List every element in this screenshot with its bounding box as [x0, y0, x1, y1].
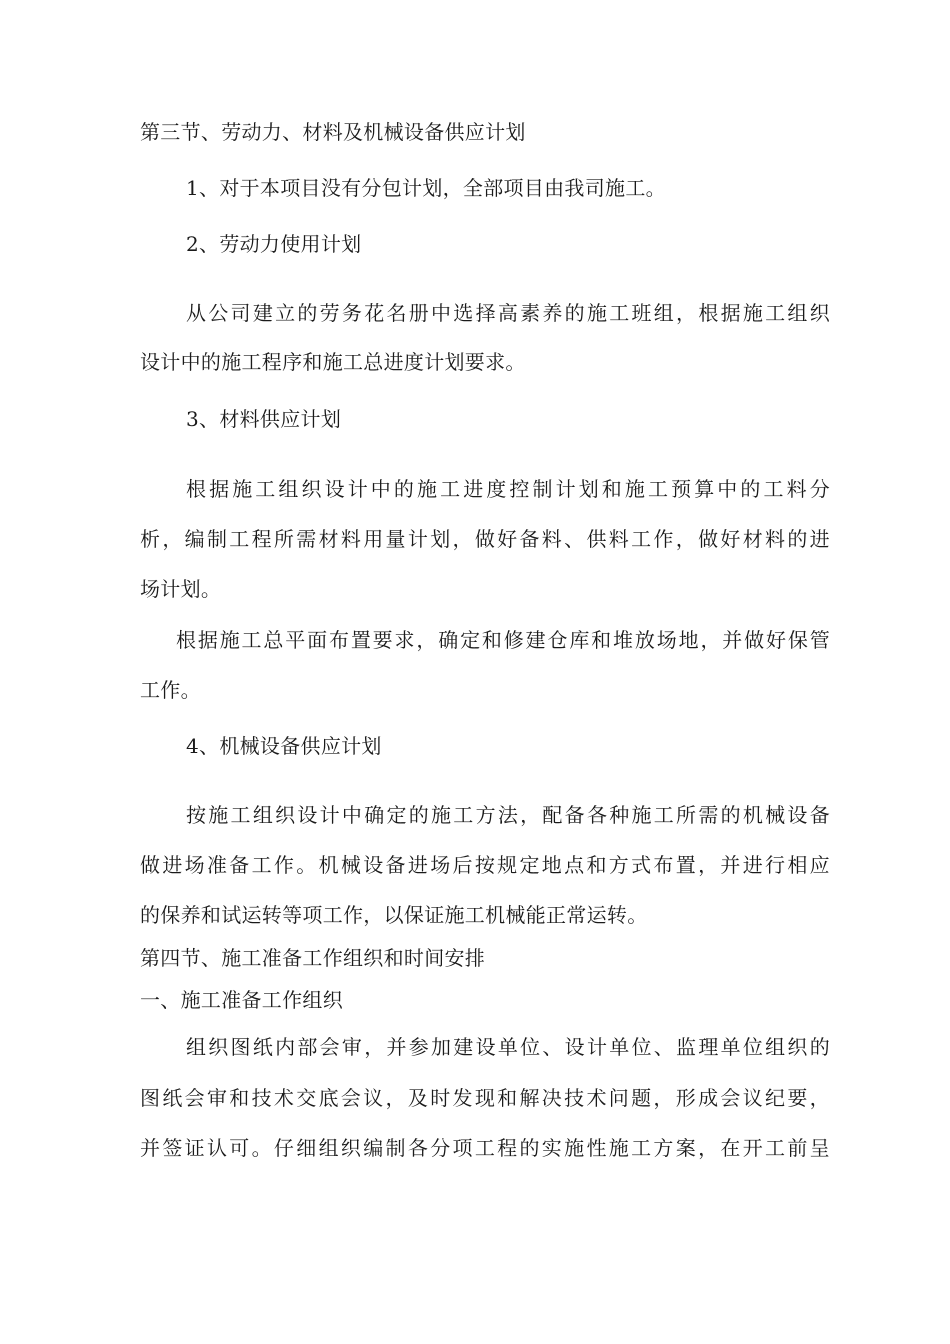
sub1-para-line-1: 组织图纸内部会审，并参加建设单位、设计单位、监理单位组织的: [186, 1035, 830, 1059]
item3-heading: 3、材料供应计划: [186, 407, 342, 431]
sub1-para-line-2: 图纸会审和技术交底会议，及时发现和解决技术问题，形成会议纪要，: [140, 1086, 830, 1110]
item4-heading: 4、机械设备供应计划: [186, 734, 382, 758]
item3-para2-line-1: 根据施工总平面布置要求，确定和修建仓库和堆放场地，并做好保管: [176, 628, 830, 652]
section4-heading: 第四节、施工准备工作组织和时间安排: [140, 946, 486, 970]
sub1-heading: 一、施工准备工作组织: [140, 988, 343, 1012]
item2-heading: 2、劳动力使用计划: [186, 232, 362, 256]
item2-para-line-1: 从公司建立的劳务花名册中选择高素养的施工班组，根据施工组织: [186, 301, 830, 325]
sub1-para-line-3: 并签证认可。仔细组织编制各分项工程的实施性施工方案，在开工前呈: [140, 1136, 830, 1160]
item3-para-line-3: 场计划。: [140, 577, 222, 601]
section3-heading: 第三节、劳动力、材料及机械设备供应计划: [140, 120, 526, 144]
item3-para-line-2: 析，编制工程所需材料用量计划，做好备料、供料工作，做好材料的进: [140, 527, 830, 551]
item1-text: 1、对于本项目没有分包计划，全部项目由我司施工。: [186, 176, 666, 200]
item2-para-line-2: 设计中的施工程序和施工总进度计划要求。: [140, 350, 526, 374]
item4-para-line-3: 的保养和试运转等项工作，以保证施工机械能正常运转。: [140, 903, 648, 927]
item4-para-line-2: 做进场准备工作。机械设备进场后按规定地点和方式布置，并进行相应: [140, 853, 830, 877]
item3-para-line-1: 根据施工组织设计中的施工进度控制计划和施工预算中的工料分: [186, 477, 830, 501]
item3-para2-line-2: 工作。: [140, 678, 201, 702]
item4-para-line-1: 按施工组织设计中确定的施工方法，配备各种施工所需的机械设备: [186, 803, 830, 827]
